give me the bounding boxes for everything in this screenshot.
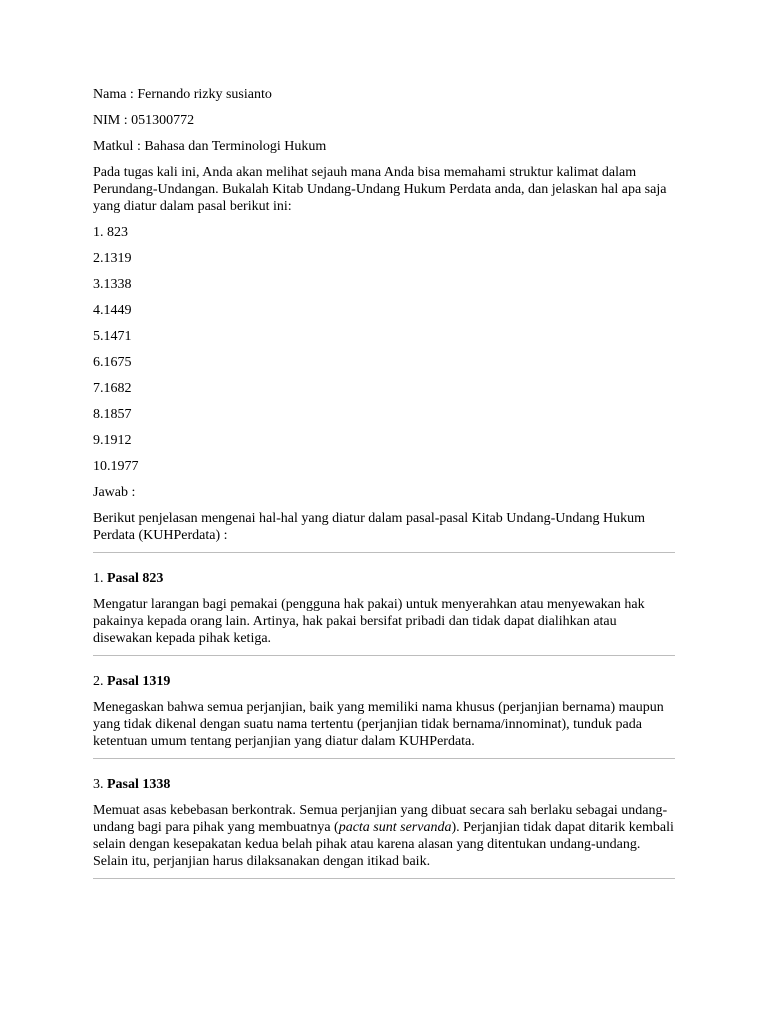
divider: [93, 655, 675, 656]
section-title: 2. Pasal 1319: [93, 674, 171, 689]
section-body: Memuat asas kebebasan berkontrak. Semua perjanjian yang dibuat secara sah berlaku sebagai undang-undang bagi para pihak yang membuatnya (pacta sunt servanda). Perjanjian tidak dapat ditarik kembali selain dengan kesepakatan kedua belah pihak atau karena alasan yang ditentukan undang-undang. Selain itu, perjanjian harus dilaksanakan dengan itikad baik.: [93, 803, 674, 869]
list-item: 7.1682: [93, 381, 132, 396]
section-pasal-823: [93, 570, 675, 656]
list-item: 1. 823: [93, 225, 128, 240]
section-pasal-1338: [93, 776, 675, 879]
list-item: 3.1338: [93, 277, 132, 292]
divider: [93, 758, 675, 759]
section-body: Mengatur larangan bagi pemakai (pengguna hak pakai) untuk menyerahkan atau menyewakan hak pakainya kepada orang lain. Artinya, hak pakai bersifat pribadi dan tidak dapat dialihkan atau disewakan kepada pihak ketiga.: [93, 597, 645, 646]
divider: [93, 552, 675, 553]
list-item: 4.1449: [93, 303, 132, 318]
list-item: 2.1319: [93, 251, 132, 266]
section-pasal-1319: [93, 673, 675, 759]
list-item: 10.1977: [93, 459, 139, 474]
answer-intro: Berikut penjelasan mengenai hal-hal yang diatur dalam pasal-pasal Kitab Undang-Undang Hukum Perdata (KUHPerdata) :: [93, 511, 646, 543]
section-title: 1. Pasal 823: [93, 571, 164, 586]
student-nim: NIM : 051300772: [93, 113, 195, 128]
list-item: 9.1912: [93, 433, 132, 448]
list-item: 6.1675: [93, 355, 132, 370]
section-title: 3. Pasal 1338: [93, 777, 171, 792]
list-item: 5.1471: [93, 329, 132, 344]
course-name: Matkul : Bahasa dan Terminologi Hukum: [93, 139, 327, 154]
answer-label: Jawab :: [93, 485, 136, 500]
student-name: Nama : Fernando rizky susianto: [93, 87, 272, 102]
divider: [93, 878, 675, 879]
list-item: 8.1857: [93, 407, 132, 422]
document-page: [93, 86, 675, 879]
question-text: Pada tugas kali ini, Anda akan melihat sejauh mana Anda bisa memahami struktur kalimat dalam Perundang-Undangan. Bukalah Kitab Undang-Undang Hukum Perdata anda, dan jelaskan hal apa saja yang diatur dalam pasal berikut ini:: [93, 165, 667, 214]
section-body: Menegaskan bahwa semua perjanjian, baik yang memiliki nama khusus (perjanjian bernama) maupun yang tidak dikenal dengan suatu nama tertentu (perjanjian tidak bernama/innominat), tunduk pada ketentuan umum tentang perjanjian yang diatur dalam KUHPerdata.: [93, 700, 664, 749]
